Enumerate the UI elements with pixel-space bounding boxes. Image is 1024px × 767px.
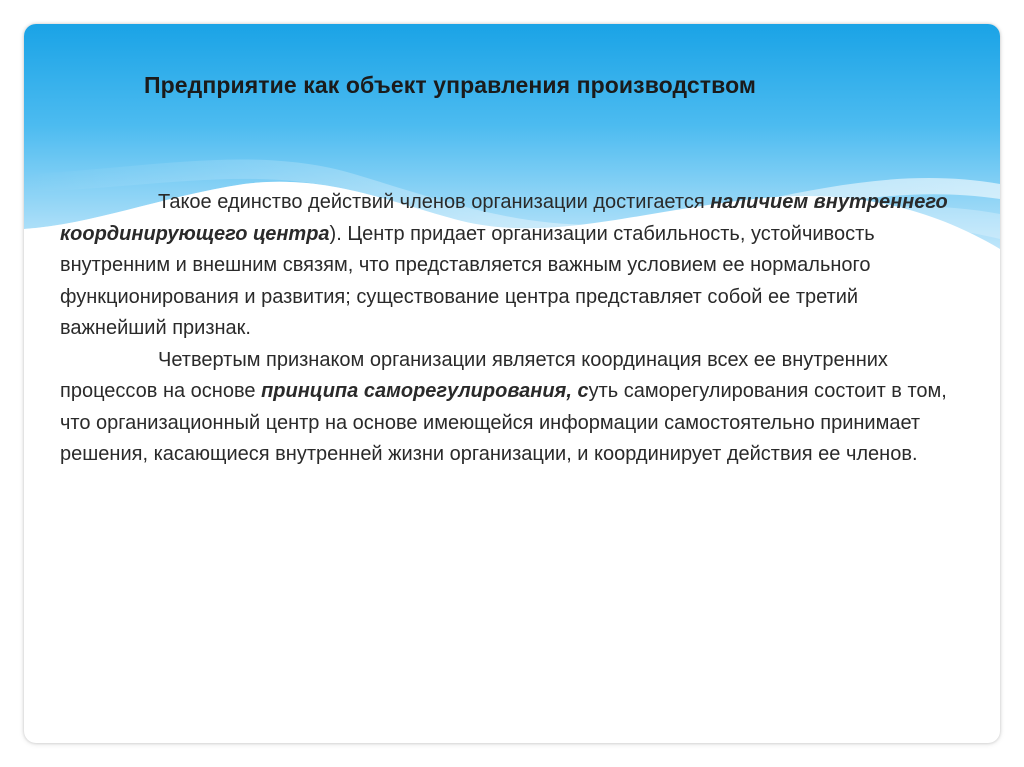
paragraph-2 [60,345,965,471]
paragraph-1 [60,187,965,345]
paragraph-1-text-a: Такое единство действий членов организации достигается [158,191,711,213]
paragraph-2-emphasis: принципа саморегулирования, с [261,380,589,402]
paragraph-1-emphasis: наличием внутреннего координирующего центра [60,191,948,245]
slide-body [60,187,965,471]
paragraph-2-text-b: уть саморегулирования состоит в том, что организационный центр на основе имеющейся информации самостоятельно принимает решения, касающиеся внутренней жизни организации, и координирует действия ее членов. [60,380,947,465]
paragraph-1-text-b: ). Центр придает организации стабильность, устойчивость внутренним и внешним связям, что представляется важным условием ее нормального функционирования и развития; существование центра представляет собой ее третий важнейший признак. [60,222,875,339]
slide-title: Предприятие как объект управления производством [144,72,757,98]
slide [24,24,1000,743]
paragraph-2-text-a: Четвертым признаком организации является координация всех ее внутренних процессов на основе [60,348,888,402]
